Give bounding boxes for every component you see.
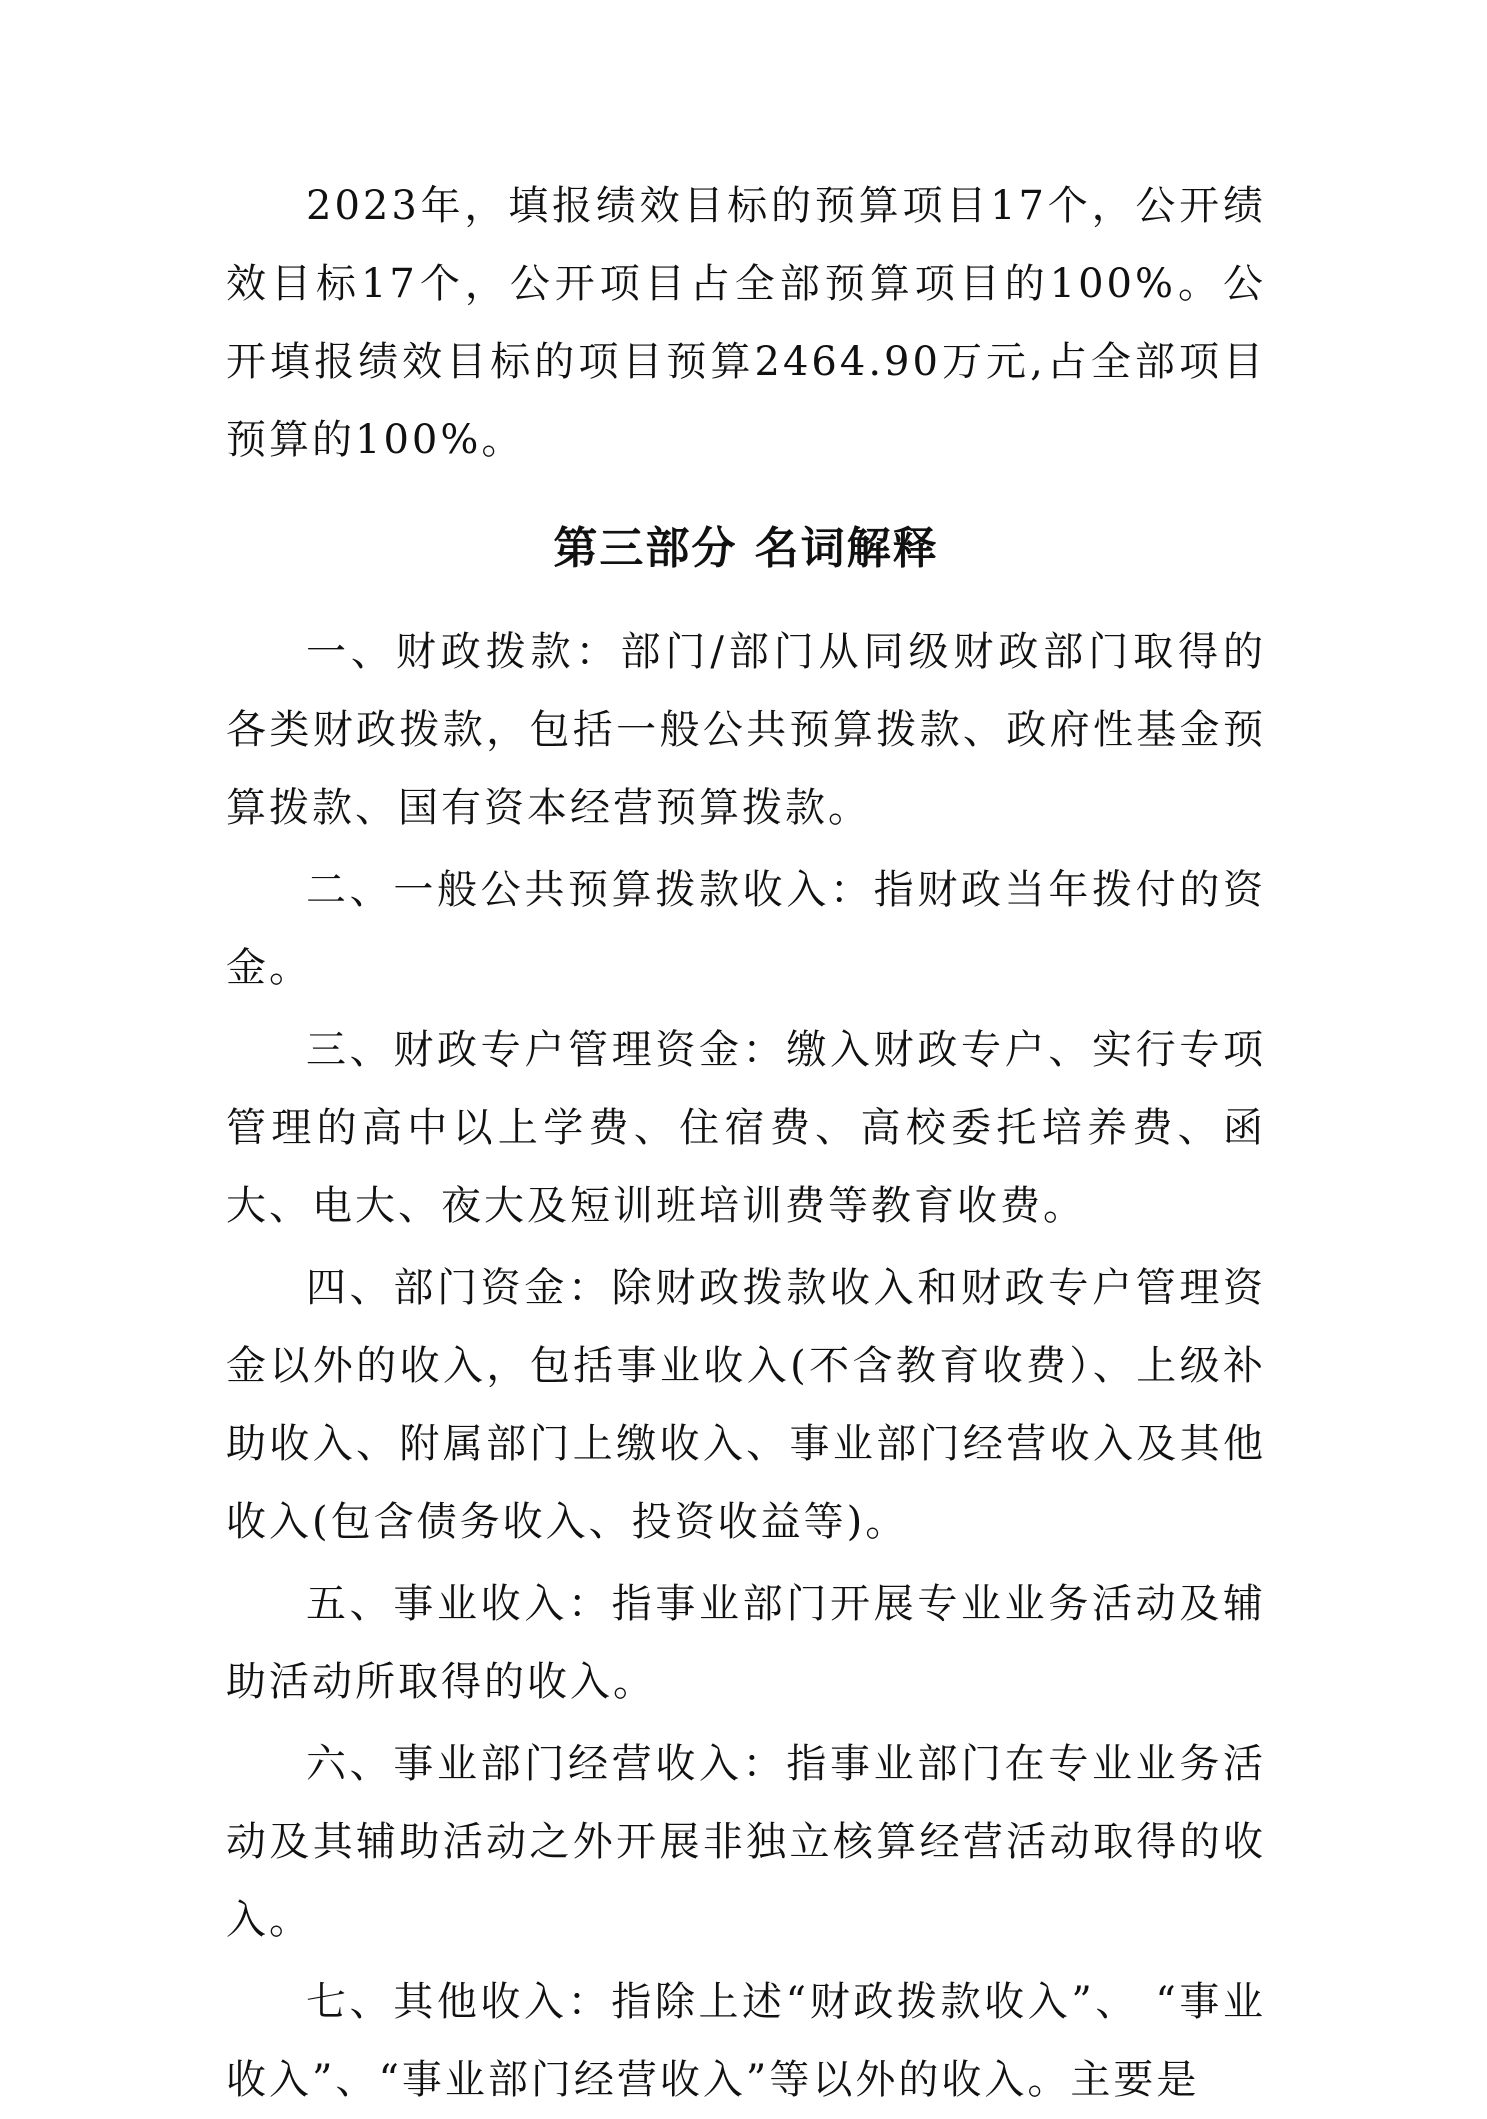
- definition-paragraph-1: 一、财政拨款：部门/部门从同级财政部门取得的各类财政拨款，包括一般公共预算拨款、政府性基金预算拨款、国有资本经营预算拨款。: [226, 629, 1266, 831]
- definition-paragraph-4: 四、部门资金：除财政拨款收入和财政专户管理资金以外的收入，包括事业收入(不含教育收费）、上级补助收入、附属部门上缴收入、事业部门经营收入及其他收入(包含债务收入、投资收益等)。: [226, 1265, 1266, 1545]
- definition-paragraph-7: 七、其他收入：指除上述“财政拨款收入”、 “事业收入”、“事业部门经营收入”等以外的收入。主要是: [226, 1979, 1266, 2103]
- document-body: [226, 167, 1266, 2119]
- definition-paragraph-6: 六、事业部门经营收入：指事业部门在专业业务活动及其辅助活动之外开展非独立核算经营活动取得的收入。: [226, 1741, 1266, 1943]
- definition-paragraph-3: 三、财政专户管理资金：缴入财政专户、实行专项管理的高中以上学费、住宿费、高校委托培养费、函大、电大、夜大及短训班培训费等教育收费。: [226, 1027, 1266, 1229]
- definition-paragraph-5: 五、事业收入：指事业部门开展专业业务活动及辅助活动所取得的收入。: [226, 1581, 1266, 1705]
- section-heading: 第三部分 名词解释: [553, 523, 939, 574]
- intro-paragraph: 2023年，填报绩效目标的预算项目17个，公开绩效目标17个，公开项目占全部预算项目的100%。公开填报绩效目标的项目预算2464.90万元,占全部项目预算的100%。: [226, 183, 1266, 463]
- definition-paragraph-2: 二、一般公共预算拨款收入：指财政当年拨付的资金。: [226, 867, 1266, 991]
